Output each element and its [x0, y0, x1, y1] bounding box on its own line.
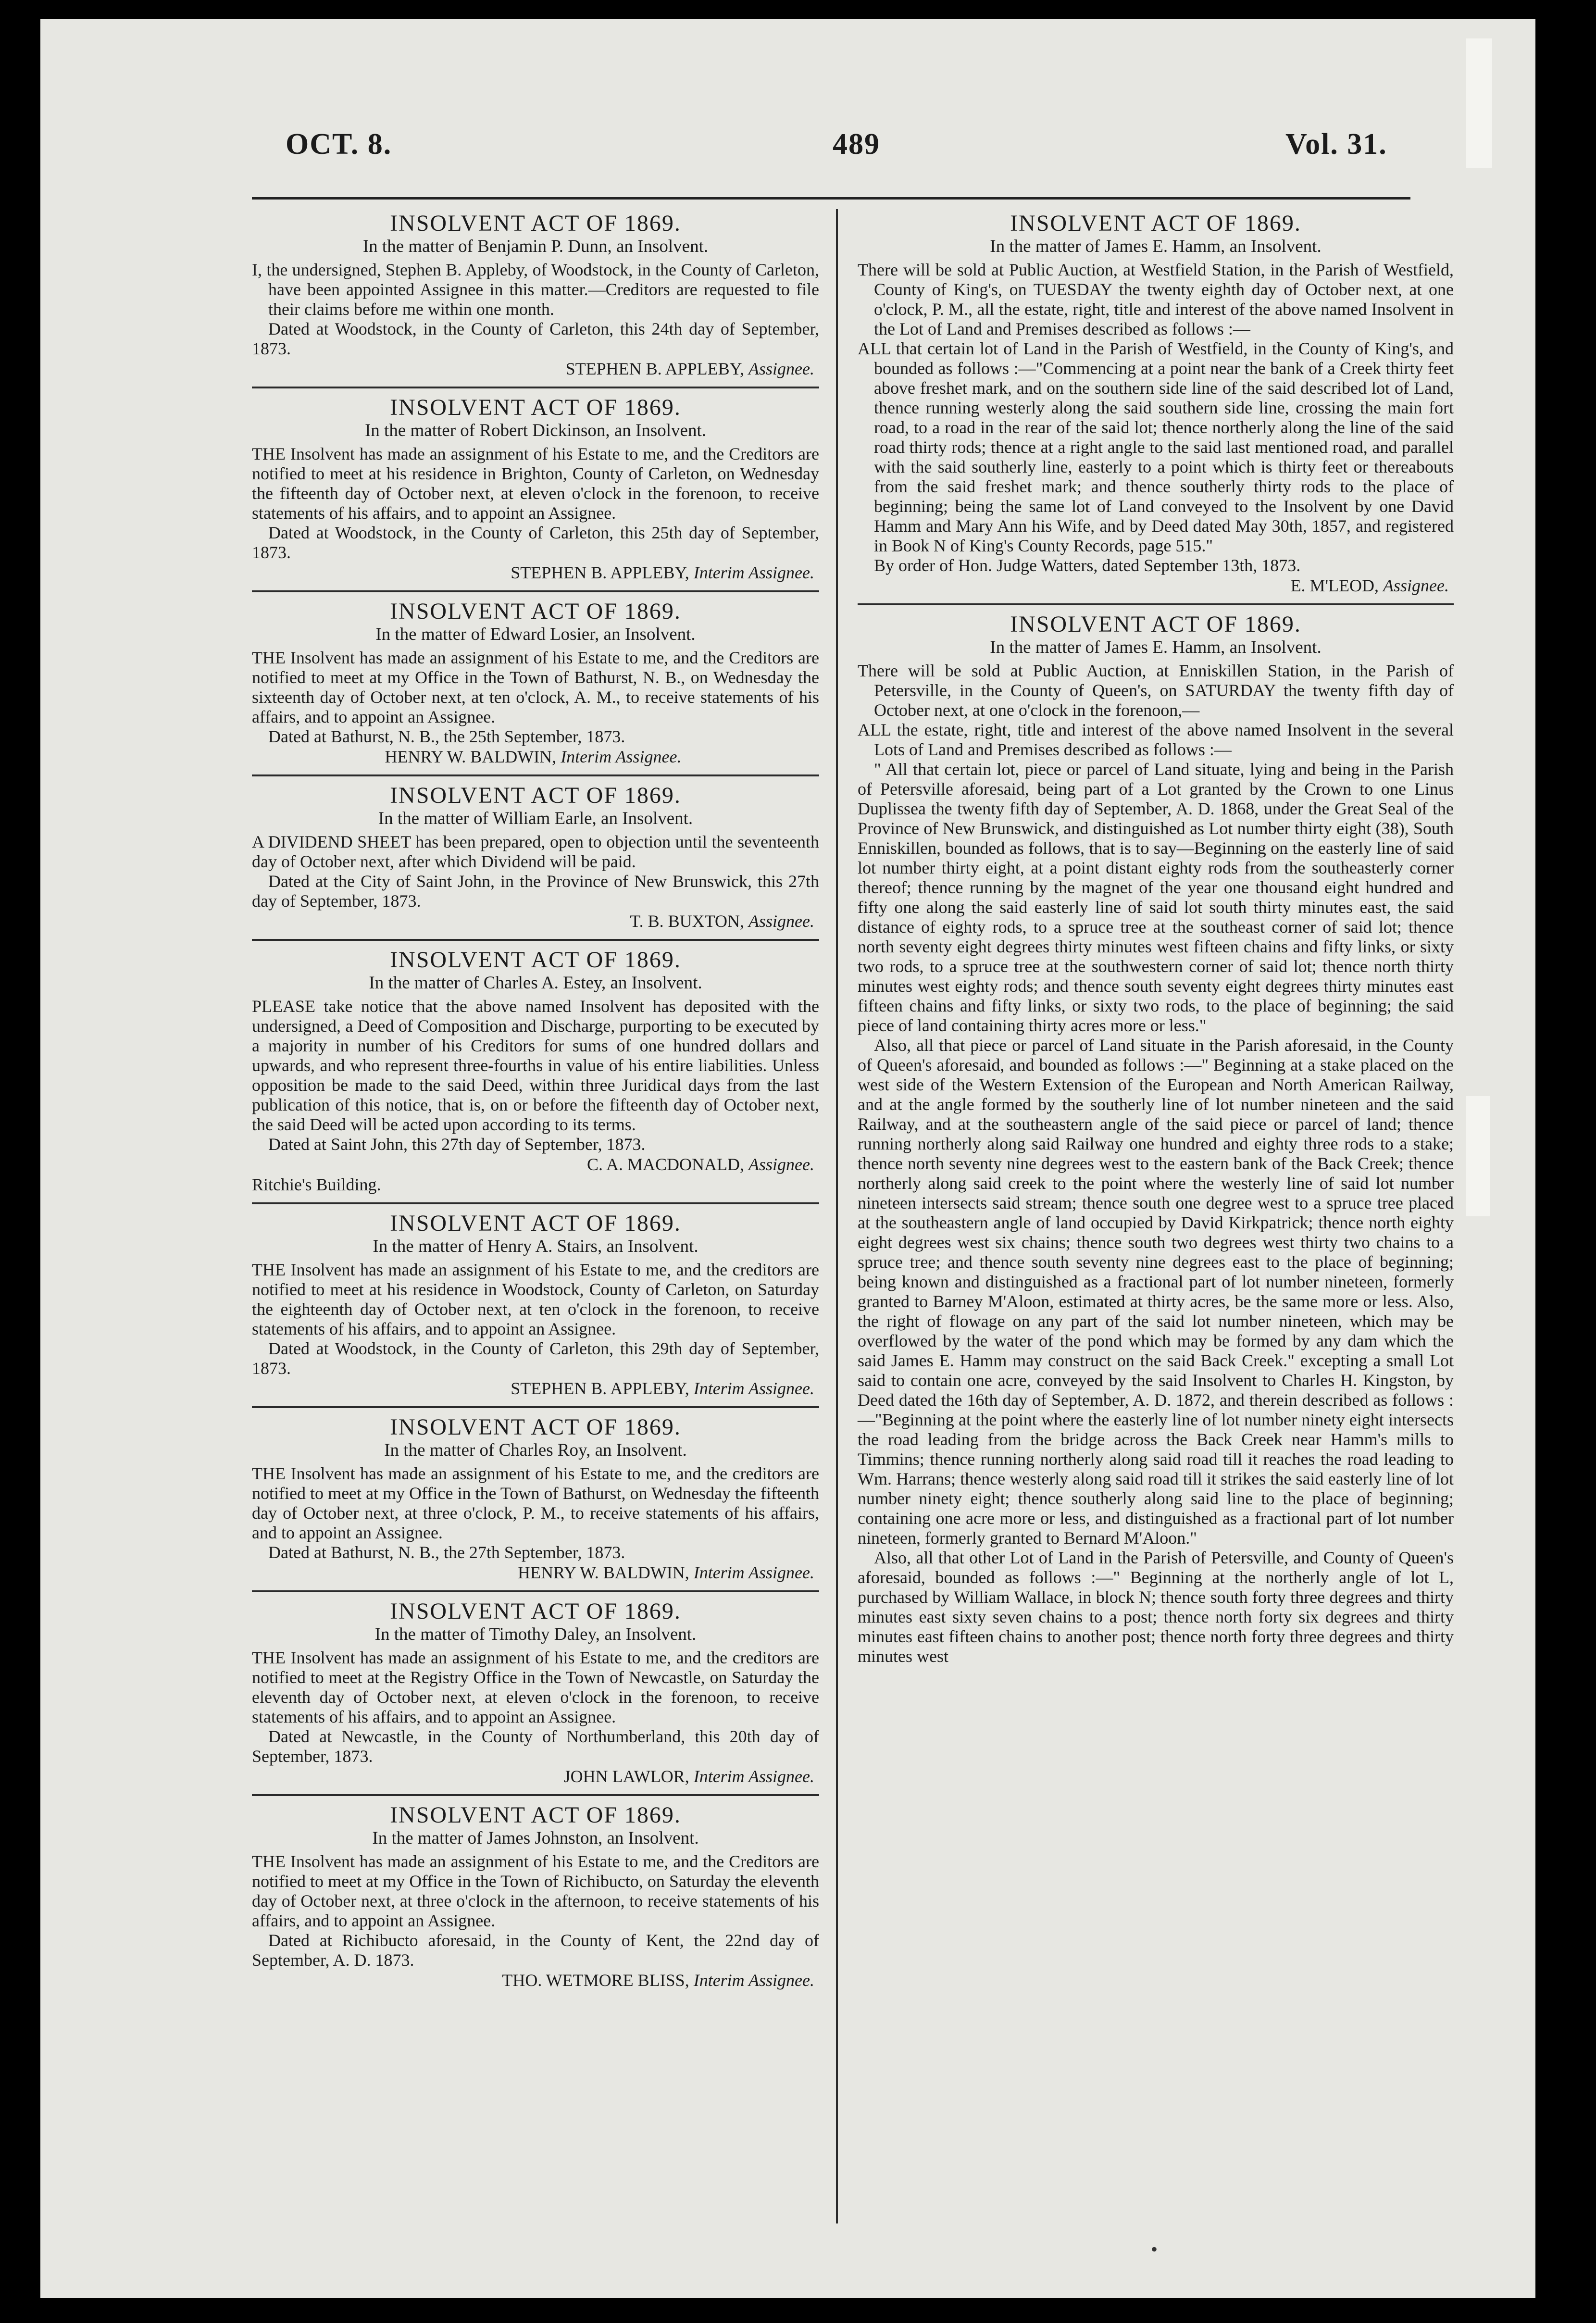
notice-daley: [252, 1592, 819, 1796]
notice-dated: Dated at Newcastle, in the County of Northumberland, this 20th day of September, 1873.: [252, 1727, 819, 1766]
notice-body: THE Insolvent has made an assignment of his Estate to me, and the Creditors are notified to meet at his residence in Brighton, County of Carleton, on Wednesday the fifteenth day of October next, at eleven o'clock in the forenoon, to receive statements of his affairs, and to appoint an Assignee.: [252, 444, 819, 523]
signer-name: HENRY W. BALDWIN,: [518, 1563, 689, 1582]
notice-title: INSOLVENT ACT OF 1869.: [390, 783, 681, 808]
notice-lot-one: " All that certain lot, piece or parcel of Land situate, lying and being in the Parish of Petersville aforesaid, being part of a Lot granted by the Crown to one Linus Duplissea the twenty fifth day of September, A. D. 1868, under the Great Seal of the Province of New Brunswick, and distinguished as Lot number thirty eight (38), South Enniskillen, bounded as follows, that is to say—Beginning on the easterly line of said lot number thirty eight, at a point distant eighty rods from the southeasterly corner thereof; thence running by the magnet of the year one thousand eight hundred and fifty one along the said easterly line of said lot south thirty minutes east, the said distance of eighty rods, to a spruce tree at the southeast corner of said lot; thence north seventy eight degrees thirty minutes west fifteen chains and fifty links, or sixty two rods, to a spruce tree at the southwestern corner of said lot; thence north thirty minutes west eighty rods; and thence south seventy eight degrees thirty minutes east fifteen chains and fifty links, or sixty two rods, to the place of beginning; the said piece of land containing thirty acres more or less.": [858, 760, 1454, 1035]
notice-title: INSOLVENT ACT OF 1869.: [390, 1211, 681, 1236]
notice-title: INSOLVENT ACT OF 1869.: [390, 947, 681, 973]
signer-role: Assignee.: [748, 912, 814, 931]
notice-title: INSOLVENT ACT OF 1869.: [390, 395, 681, 420]
column-rule: [836, 209, 838, 2223]
notice-roy: [252, 1408, 819, 1592]
notice-body: THE Insolvent has made an assignment of his Estate to me, and the Creditors are notified to meet at my Office in the Town of Richibucto, on Saturday the eleventh day of October next, at three o'clock in the afternoon, to receive statements of his affairs, and to appoint an Assignee.: [252, 1852, 819, 1930]
notice-signature: [252, 747, 819, 767]
notice-hamm-westfield: [858, 204, 1454, 605]
notice-dated: Dated at Saint John, this 27th day of September, 1873.: [268, 1135, 646, 1154]
header-volume: Vol. 31.: [1285, 128, 1387, 161]
signer-role: Interim Assignee.: [693, 1563, 814, 1582]
notice-signature: [252, 1562, 819, 1583]
notice-lot-three: Also, all that other Lot of Land in the Parish of Petersville, and County of Queen's aforesaid, bounded as follows :—" Beginning at the northerly angle of lot L, purchased by William Wallace, in block N; thence south forty three degrees and thirty minutes east sixty seven chains to a post; thence north forty six degrees and thirty minutes east fifteen chains to another post; thence north forty three degrees and thirty minutes west: [858, 1548, 1454, 1666]
notice-dated: Dated at Woodstock, in the County of Carleton, this 24th day of September, 1873.: [252, 319, 819, 358]
notice-body: THE Insolvent has made an assignment of his Estate to me, and the creditors are notified to meet at the Registry Office in the Town of Newcastle, on Saturday the eleventh day of October next, at eleven o'clock in the forenoon, to receive statements of his affairs, and to appoint an Assignee.: [252, 1648, 819, 1726]
notice-title: INSOLVENT ACT OF 1869.: [390, 599, 681, 624]
header-page-number: 489: [833, 128, 880, 161]
signer-name: HENRY W. BALDWIN,: [385, 747, 557, 766]
notice-signature: [252, 1766, 819, 1786]
notice-subtitle: In the matter of Robert Dickinson, an Insolvent.: [364, 421, 707, 440]
notice-subtitle: In the matter of Benjamin P. Dunn, an Insolvent.: [362, 237, 709, 256]
left-column: [252, 204, 819, 1998]
notice-address: Ritchie's Building.: [252, 1175, 381, 1194]
notice-lot-two: Also, all that piece or parcel of Land situate in the Parish aforesaid, in the County of Queen's aforesaid, and bounded as follows :—" Beginning at a stake placed on the west side of the Western Extension of the European and North American Railway, and at the angle formed by the southerly line of lot number nineteen and the said Railway, and at the southeastern angle of the said piece or parcel of land; thence running northerly along said Railway one hundred and eighty three rods to a stake; thence north seventy nine degrees west to the eastern bank of the Back Creek; thence northerly along said creek to the point where the westerly line of said lot number nineteen intersects said stream; thence south one degree west to a spruce tree placed at the southeastern angle of land occupied by David Kirkpatrick; thence north eighty eight degrees west six chains; thence south two degrees west thirty two chains to a spruce tree; and thence south seventy nine degrees east to the place of beginning; being known and distinguished as a fractional part of lot number nineteen, formerly granted to Barney M'Aloon, estimated at thirty acres, be the same more or less. Also, the right of flowage on any part of the said lot number nineteen, which may be overflowed by the water of the pond which may be formed by any dam which the said James E. Hamm may construct on the said Back Creek." excepting a small Lot said to contain one acre, conveyed by the said Insolvent to Charles H. Kingston, by Deed dated the 16th day of September, A. D. 1872, and therein described as follows :—"Beginning at the point where the easterly line of lot number ninety eight intersects the road leading from the bridge across the Back Creek near Hamm's mills to Timmins; thence running northerly along said road till it reaches the road leading to Wm. Harrans; thence westerly along said road till it strikes the said easterly line of lot number ninety eight; thence southerly along said line to the place of beginning; containing one acre more or less, and distinguished as a fractional part of lot number nineteen, formerly granted to Bernard M'Aloon.": [858, 1036, 1454, 1548]
notice-stairs: [252, 1204, 819, 1408]
notice-subtitle: In the matter of Henry A. Stairs, an Insolvent.: [373, 1236, 698, 1256]
notice-johnston: [252, 1796, 819, 1998]
notice-dated: Dated at Bathurst, N. B., the 27th September, 1873.: [268, 1543, 625, 1562]
header-date: OCT. 8.: [286, 128, 392, 161]
notice-title: INSOLVENT ACT OF 1869.: [390, 1414, 681, 1440]
signer-name: THO. WETMORE BLISS,: [502, 1971, 689, 1990]
notice-body: ALL the estate, right, title and interest of the above named Insolvent in the several Lots of Land and Premises described as follows :—: [858, 720, 1454, 759]
signer-role: Interim Assignee.: [693, 1971, 814, 1990]
notice-subtitle: In the matter of James E. Hamm, an Insolvent.: [990, 637, 1322, 657]
notice-order: By order of Hon. Judge Watters, dated September 13th, 1873.: [874, 556, 1301, 575]
notice-dated: Dated at the City of Saint John, in the Province of New Brunswick, this 27th day of September, 1873.: [252, 872, 819, 911]
notice-subtitle: In the matter of William Earle, an Insolvent.: [378, 809, 693, 828]
notice-title: INSOLVENT ACT OF 1869.: [1010, 211, 1301, 236]
notice-signature: [252, 911, 819, 931]
notice-body: PLEASE take notice that the above named Insolvent has deposited with the undersigned, a Deed of Composition and Discharge, purporting to be executed by a majority in number of his Creditors for sums of one hundred dollars and upwards, and who represent three-fourths in value of his entire liabilities. Unless opposition be made to the said Deed, within three Juridical days from the last publication of this notice, that is, on or before the fifteenth day of October next, the said Deed will be acted upon according to its terms.: [252, 997, 819, 1134]
notice-intro: There will be sold at Public Auction, at Enniskillen Station, in the Parish of Petersville, in the County of Queen's, on SATURDAY the twenty fifth day of October next, at one o'clock in the forenoon,—: [858, 661, 1454, 720]
notice-dated: Dated at Richibucto aforesaid, in the County of Kent, the 22nd day of September, A. D. 1873.: [252, 1931, 819, 1970]
signer-name: JOHN LAWLOR,: [563, 1767, 689, 1786]
notice-estey: [252, 941, 819, 1204]
notice-signature: [252, 1970, 819, 1990]
notice-subtitle: In the matter of Timothy Daley, an Insolvent.: [374, 1624, 697, 1644]
notice-losier: [252, 592, 819, 776]
notice-title: INSOLVENT ACT OF 1869.: [1010, 612, 1301, 637]
page-tab-middle: [1466, 1096, 1490, 1216]
notice-intro: There will be sold at Public Auction, at Westfield Station, in the Parish of Westfield, County of King's, on TUESDAY the twenty eighth day of October next, at one o'clock, P. M., all the estate, right, title and interest of the above named Insolvent in the Lot of Land and Premises described as follows :—: [858, 260, 1454, 338]
notice-dated: Dated at Bathurst, N. B., the 25th September, 1873.: [268, 727, 625, 746]
signer-name: STEPHEN B. APPLEBY,: [565, 359, 745, 378]
header-rule: [252, 197, 1410, 200]
right-column: [858, 204, 1454, 1674]
notice-dunn: [252, 204, 819, 388]
notice-earle: [252, 776, 819, 941]
notice-dated: Dated at Woodstock, in the County of Carleton, this 29th day of September, 1873.: [252, 1339, 819, 1378]
notice-subtitle: In the matter of Charles A. Estey, an Insolvent.: [369, 973, 702, 993]
notice-body: THE Insolvent has made an assignment of his Estate to me, and the creditors are notified to meet at his residence in Woodstock, County of Carleton, on Saturday the eighteenth day of October next, at ten o'clock in the forenoon, to receive statements of his affairs, and to appoint an Assignee.: [252, 1260, 819, 1338]
notice-body: ALL that certain lot of Land in the Parish of Westfield, in the County of King's, and bounded as follows :—"Commencing at a point near the bank of a Creek thirty feet above freshet mark, and on the southern side line of the said described lot of Land, thence running westerly along the said southern side line, crossing the main fort road, to a road in the rear of the said lot; thence northerly along the line of the said road thirty rods; thence at a right angle to the said last mentioned road, and parallel with the said southerly line, easterly to a point which is thirty feet or thereabouts from the said freshet mark; and thence southerly thirty rods to the place of beginning; being the same lot of Land conveyed to the Insolvent by one David Hamm and Mary Ann his Wife, and by Deed dated May 30th, 1857, and registered in Book N of King's County Records, page 515.": [858, 339, 1454, 555]
notice-dated: Dated at Woodstock, in the County of Carleton, this 25th day of September, 1873.: [252, 523, 819, 562]
notice-title: INSOLVENT ACT OF 1869.: [390, 211, 681, 236]
page-tab-top: [1466, 38, 1492, 168]
signer-role: Assignee.: [748, 359, 814, 378]
newspaper-page: [40, 19, 1535, 2298]
notice-signature: [252, 1378, 819, 1399]
notice-signature: [252, 359, 819, 379]
notice-subtitle: In the matter of Charles Roy, an Insolvent.: [384, 1440, 687, 1460]
signer-name: E. M'LEOD,: [1290, 576, 1379, 595]
signer-name: STEPHEN B. APPLEBY,: [511, 563, 689, 582]
notice-title: INSOLVENT ACT OF 1869.: [390, 1802, 681, 1828]
signer-name: C. A. MACDONALD,: [587, 1155, 745, 1174]
signer-role: Interim Assignee.: [561, 747, 682, 766]
signer-name: STEPHEN B. APPLEBY,: [511, 1379, 689, 1398]
notice-signature: [858, 575, 1454, 596]
notice-body: I, the undersigned, Stephen B. Appleby, of Woodstock, in the County of Carleton, have been appointed Assignee in this matter.—Creditors are requested to file their claims before me within one month.: [252, 260, 819, 319]
notice-subtitle: In the matter of James E. Hamm, an Insolvent.: [990, 237, 1322, 256]
signer-role: Assignee.: [748, 1155, 814, 1174]
notice-body: A DIVIDEND SHEET has been prepared, open to objection until the seventeenth day of October next, after which Dividend will be paid.: [252, 832, 819, 871]
notice-signature: [252, 1154, 819, 1174]
notice-title: INSOLVENT ACT OF 1869.: [390, 1599, 681, 1624]
notice-subtitle: In the matter of Edward Losier, an Insolvent.: [375, 624, 696, 644]
signer-role: Assignee.: [1383, 576, 1449, 595]
notice-body: THE Insolvent has made an assignment of his Estate to me, and the creditors are notified to meet at my Office in the Town of Bathurst, on Wednesday the fifteenth day of October next, at three o'clock, P. M., to receive statements of his affairs, and to appoint an Assignee.: [252, 1464, 819, 1542]
notice-signature: [252, 562, 819, 583]
notice-body: THE Insolvent has made an assignment of his Estate to me, and the Creditors are notified to meet at my Office in the Town of Bathurst, N. B., on Wednesday the sixteenth day of October next, at ten o'clock, A. M., to receive statements of his affairs, and to appoint an Assignee.: [252, 648, 819, 726]
signer-role: Interim Assignee.: [693, 563, 814, 582]
page-mark: •: [1151, 2238, 1158, 2260]
notice-subtitle: In the matter of James Johnston, an Insolvent.: [372, 1828, 699, 1848]
signer-role: Interim Assignee.: [693, 1379, 814, 1398]
signer-name: T. B. BUXTON,: [630, 912, 745, 931]
signer-role: Interim Assignee.: [693, 1767, 814, 1786]
notice-hamm-petersville: [858, 605, 1454, 1674]
notice-dickinson: [252, 388, 819, 592]
